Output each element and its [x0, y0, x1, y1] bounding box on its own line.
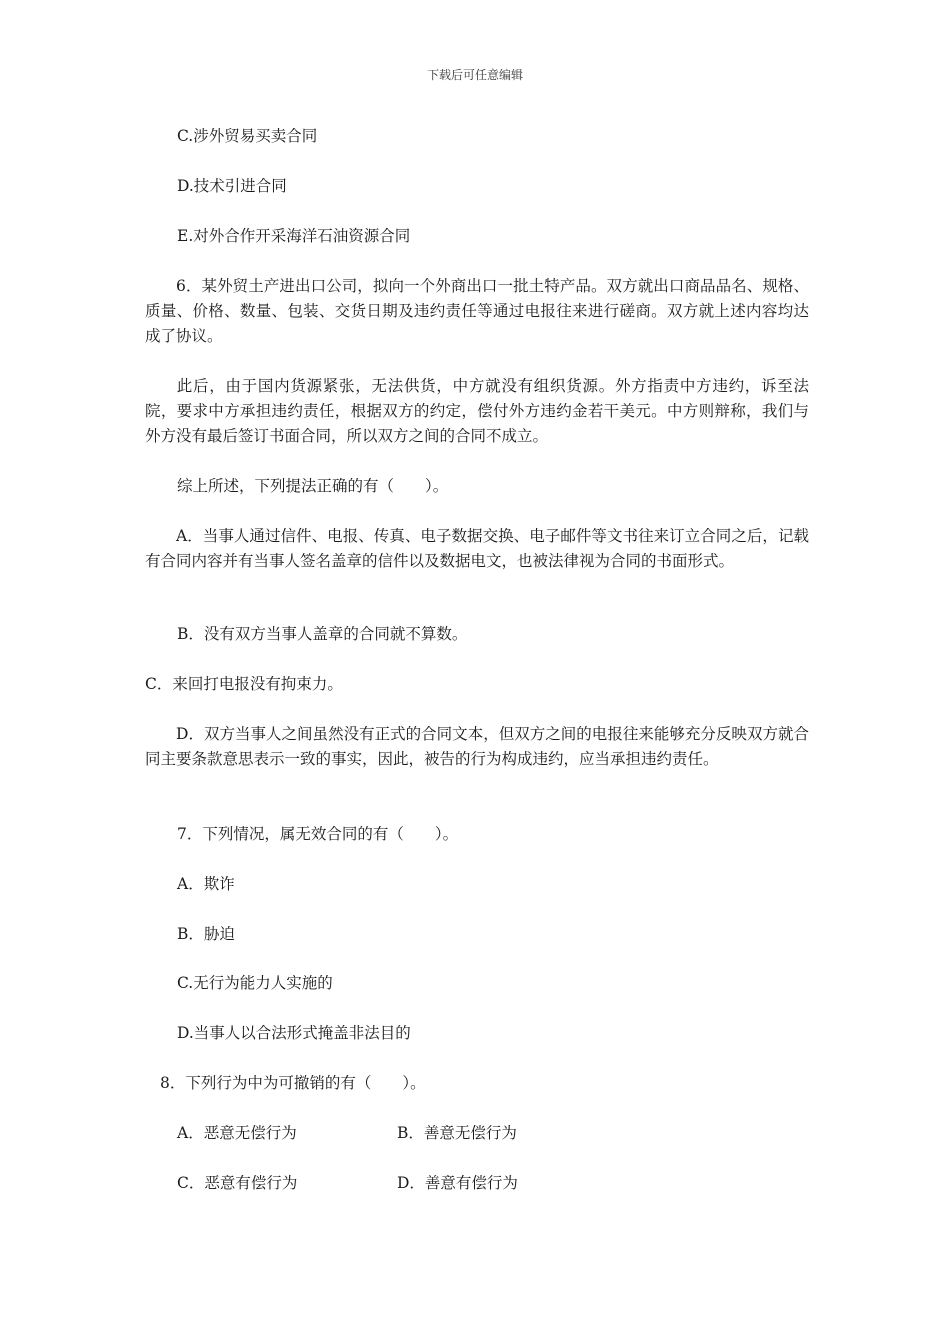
question-8-option-a: A．恶意无偿行为	[177, 1124, 297, 1142]
question-7-option-d: D.当事人以合法形式掩盖非法目的	[177, 1024, 411, 1042]
question-8-prompt: 8．下列行为中为可撤销的有（ ）。	[160, 1074, 426, 1092]
question-6-paragraph-2: 此后，由于国内货源紧张，无法供货，中方就没有组织货源。外方指责中方违约，诉至法院，要求中方承担违约责任，根据双方的约定，偿付外方违约金若干美元。中方则辩称，我们与外方没有最后签订书面合同，所以双方之间的合同不成立。	[145, 377, 809, 445]
question-6-option-c: C．来回打电报没有拘束力。	[145, 675, 343, 693]
question-8-option-b: B．善意无偿行为	[397, 1124, 517, 1142]
question-6-option-a: A．当事人通过信件、电报、传真、电子数据交换、电子邮件等文书往来订立合同之后，记载有合同内容并有当事人签名盖章的信件以及数据电文，也被法律视为合同的书面形式。	[145, 527, 809, 570]
question-6-paragraph-1: 6．某外贸土产进出口公司，拟向一个外商出口一批土特产品。双方就出口商品品名、规格、质量、价格、数量、包装、交货日期及违约责任等通过电报往来进行磋商。双方就上述内容均达成了协议。	[145, 277, 809, 345]
question-7-prompt: 7．下列情况，属无效合同的有（ ）。	[177, 825, 459, 843]
question-6-option-b: B．没有双方当事人盖章的合同就不算数。	[177, 625, 468, 643]
option-c-line: C.涉外贸易买卖合同	[177, 127, 318, 145]
option-e-line: E.对外合作开采海洋石油资源合同	[177, 227, 411, 245]
question-8-option-d: D．善意有偿行为	[397, 1174, 518, 1192]
question-6-option-d: D．双方当事人之间虽然没有正式的合同文本，但双方之间的电报往来能够充分反映双方就合同主要条款意思表示一致的事实，因此，被告的行为构成违约，应当承担违约责任。	[145, 725, 809, 768]
option-d-line: D.技术引进合同	[177, 177, 287, 195]
page-header: 下载后可任意编辑	[426, 68, 523, 82]
question-7-option-a: A．欺诈	[177, 875, 235, 893]
question-8-option-c: C．恶意有偿行为	[177, 1174, 298, 1192]
question-6-prompt: 综上所述，下列提法正确的有（ ）。	[177, 477, 449, 495]
question-7-option-b: B．胁迫	[177, 925, 235, 943]
question-7-option-c: C.无行为能力人实施的	[177, 974, 333, 992]
